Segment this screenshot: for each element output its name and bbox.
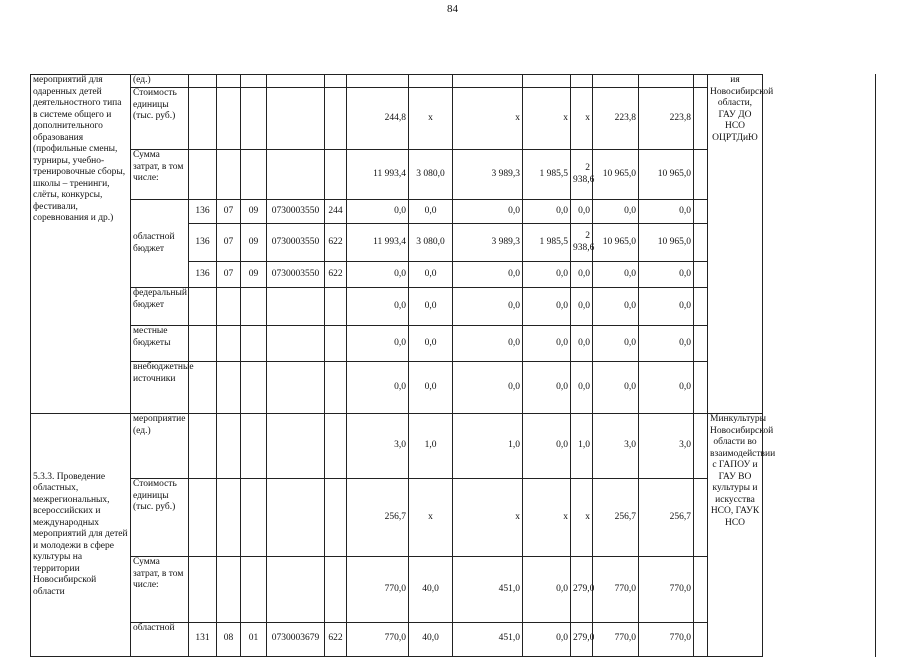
cell-y3: x bbox=[523, 479, 571, 557]
cell-vr bbox=[325, 75, 347, 88]
spacer-cell bbox=[694, 479, 708, 557]
executor: ия Новосибирской области, ГАУ ДО НСО ОЦРТДиЮ bbox=[708, 75, 763, 414]
cell-rz bbox=[217, 479, 241, 557]
cell-rz bbox=[217, 150, 241, 200]
cell-csr bbox=[267, 479, 325, 557]
cell-total: 770,0 bbox=[347, 622, 409, 656]
cell-y2: 0,0 bbox=[453, 326, 523, 362]
cell-y6: 0,0 bbox=[639, 326, 694, 362]
measure-name: мероприятий для одаренных детей деятельностного типа в системе общего и дополнительного образования (профильные смены, турниры, учебно-тренировочные сборы, школы – тренинги, слёты, конкурсы, фестивали, соревнования и др.) bbox=[31, 75, 131, 414]
cell-grbs bbox=[189, 414, 217, 479]
cell-y5: 0,0 bbox=[593, 326, 639, 362]
cell-y6: 770,0 bbox=[639, 622, 694, 656]
cell-y4 bbox=[571, 75, 593, 88]
cell-total: 0,0 bbox=[347, 262, 409, 288]
cell-y5: 10 965,0 bbox=[593, 150, 639, 200]
cell-csr: 0730003550 bbox=[267, 200, 325, 224]
gap-cell bbox=[763, 75, 876, 414]
cell-grbs bbox=[189, 479, 217, 557]
cell-rz: 07 bbox=[217, 224, 241, 262]
cell-total: 0,0 bbox=[347, 200, 409, 224]
cell-grbs bbox=[189, 557, 217, 622]
spacer-cell bbox=[694, 326, 708, 362]
spacer-cell bbox=[694, 200, 708, 224]
spacer-cell bbox=[694, 75, 708, 88]
indicator-label: внебюджетные источники bbox=[131, 362, 189, 414]
cell-y2: 0,0 bbox=[453, 200, 523, 224]
cell-total: 11 993,4 bbox=[347, 224, 409, 262]
cell-vr: 622 bbox=[325, 262, 347, 288]
cell-grbs bbox=[189, 288, 217, 326]
table-row bbox=[31, 75, 876, 88]
indicator-label: мероприятие (ед.) bbox=[131, 414, 189, 479]
cell-rz bbox=[217, 362, 241, 414]
cell-y6: 0,0 bbox=[639, 362, 694, 414]
cell-y4: 2 938,6 bbox=[571, 224, 593, 262]
spacer-cell bbox=[694, 224, 708, 262]
cell-y2: 1,0 bbox=[453, 414, 523, 479]
cell-y6: 256,7 bbox=[639, 479, 694, 557]
cell-y4: 0,0 bbox=[571, 362, 593, 414]
cell-csr: 0730003550 bbox=[267, 262, 325, 288]
cell-rz: 07 bbox=[217, 200, 241, 224]
cell-y1: 3 080,0 bbox=[409, 150, 453, 200]
cell-y1: x bbox=[409, 479, 453, 557]
cell-y2: 0,0 bbox=[453, 288, 523, 326]
cell-y5 bbox=[593, 75, 639, 88]
indicator-label: областной бюджет bbox=[131, 200, 189, 288]
cell-grbs bbox=[189, 150, 217, 200]
cell-y4: 279,0 bbox=[571, 557, 593, 622]
cell-csr bbox=[267, 326, 325, 362]
cell-y6: 10 965,0 bbox=[639, 150, 694, 200]
cell-y3: 0,0 bbox=[523, 200, 571, 224]
cell-y1: 0,0 bbox=[409, 326, 453, 362]
cell-y4: x bbox=[571, 88, 593, 150]
cell-y6 bbox=[639, 75, 694, 88]
cell-csr bbox=[267, 414, 325, 479]
cell-pr bbox=[241, 288, 267, 326]
cell-rz: 07 bbox=[217, 262, 241, 288]
cell-y1: 0,0 bbox=[409, 200, 453, 224]
cell-rz bbox=[217, 75, 241, 88]
cell-vr bbox=[325, 288, 347, 326]
cell-grbs bbox=[189, 75, 217, 88]
measure-name: 5.3.3. Проведение областных, межрегиональных, всероссийских и международных мероприятий для детей и молодежи в сфере культуры на территории Новосибирской области bbox=[31, 414, 131, 657]
cell-csr bbox=[267, 362, 325, 414]
cell-csr bbox=[267, 150, 325, 200]
cell-y4: 1,0 bbox=[571, 414, 593, 479]
cell-rz bbox=[217, 288, 241, 326]
cell-y3: 0,0 bbox=[523, 414, 571, 479]
page-number: 84 bbox=[447, 3, 458, 15]
cell-pr bbox=[241, 326, 267, 362]
cell-y5: 256,7 bbox=[593, 479, 639, 557]
cell-csr bbox=[267, 75, 325, 88]
cell-y2: 0,0 bbox=[453, 362, 523, 414]
indicator-label: Сумма затрат, в том числе: bbox=[131, 150, 189, 200]
spacer-cell bbox=[694, 622, 708, 656]
cell-y3: x bbox=[523, 88, 571, 150]
cell-y3: 1 985,5 bbox=[523, 224, 571, 262]
indicator-label: (ед.) bbox=[131, 75, 189, 88]
executor: Минкультуры Новосибирской области во взаимодействии с ГАПОУ и ГАУ ВО культуры и искусства НСО, ГАУК НСО bbox=[708, 414, 763, 657]
spacer-cell bbox=[694, 150, 708, 200]
spacer-cell bbox=[694, 362, 708, 414]
cell-csr: 0730003550 bbox=[267, 224, 325, 262]
cell-pr bbox=[241, 362, 267, 414]
cell-y1: 0,0 bbox=[409, 262, 453, 288]
cell-csr: 0730003679 bbox=[267, 622, 325, 656]
cell-y5: 3,0 bbox=[593, 414, 639, 479]
cell-total: 770,0 bbox=[347, 557, 409, 622]
cell-pr: 09 bbox=[241, 262, 267, 288]
cell-pr: 09 bbox=[241, 224, 267, 262]
cell-y2: 451,0 bbox=[453, 557, 523, 622]
cell-y3: 0,0 bbox=[523, 622, 571, 656]
cell-y3: 0,0 bbox=[523, 262, 571, 288]
cell-vr bbox=[325, 326, 347, 362]
cell-total: 0,0 bbox=[347, 288, 409, 326]
cell-total: 11 993,4 bbox=[347, 150, 409, 200]
cell-pr bbox=[241, 75, 267, 88]
cell-y2: x bbox=[453, 88, 523, 150]
cell-y4: 2 938,6 bbox=[571, 150, 593, 200]
cell-y1: 1,0 bbox=[409, 414, 453, 479]
indicator-label: Стоимость единицы (тыс. руб.) bbox=[131, 479, 189, 557]
indicator-label: областной bbox=[131, 622, 189, 656]
cell-y1: 3 080,0 bbox=[409, 224, 453, 262]
cell-y1: 40,0 bbox=[409, 557, 453, 622]
cell-vr bbox=[325, 150, 347, 200]
cell-rz bbox=[217, 414, 241, 479]
cell-y4: 0,0 bbox=[571, 262, 593, 288]
cell-pr: 09 bbox=[241, 200, 267, 224]
cell-y2: 0,0 bbox=[453, 262, 523, 288]
cell-y5: 10 965,0 bbox=[593, 224, 639, 262]
cell-y1: 40,0 bbox=[409, 622, 453, 656]
cell-y2: 451,0 bbox=[453, 622, 523, 656]
cell-total bbox=[347, 75, 409, 88]
cell-y5: 770,0 bbox=[593, 622, 639, 656]
cell-grbs: 136 bbox=[189, 224, 217, 262]
cell-total: 244,8 bbox=[347, 88, 409, 150]
cell-y6: 770,0 bbox=[639, 557, 694, 622]
cell-y3 bbox=[523, 75, 571, 88]
cell-grbs: 136 bbox=[189, 200, 217, 224]
spacer-cell bbox=[694, 262, 708, 288]
cell-rz: 08 bbox=[217, 622, 241, 656]
cell-y1 bbox=[409, 75, 453, 88]
cell-y3: 1 985,5 bbox=[523, 150, 571, 200]
cell-csr bbox=[267, 288, 325, 326]
spacer-cell bbox=[694, 288, 708, 326]
cell-rz bbox=[217, 88, 241, 150]
cell-y3: 0,0 bbox=[523, 288, 571, 326]
cell-vr bbox=[325, 414, 347, 479]
cell-vr bbox=[325, 362, 347, 414]
cell-grbs: 131 bbox=[189, 622, 217, 656]
spacer-cell bbox=[694, 88, 708, 150]
cell-total: 256,7 bbox=[347, 479, 409, 557]
cell-pr bbox=[241, 414, 267, 479]
cell-y5: 770,0 bbox=[593, 557, 639, 622]
cell-y5: 0,0 bbox=[593, 262, 639, 288]
cell-grbs bbox=[189, 88, 217, 150]
cell-y6: 0,0 bbox=[639, 262, 694, 288]
cell-y5: 0,0 bbox=[593, 200, 639, 224]
spacer-cell bbox=[694, 414, 708, 479]
cell-y3: 0,0 bbox=[523, 362, 571, 414]
cell-y2: 3 989,3 bbox=[453, 150, 523, 200]
cell-pr bbox=[241, 88, 267, 150]
cell-y6: 0,0 bbox=[639, 288, 694, 326]
cell-y4: 279,0 bbox=[571, 622, 593, 656]
indicator-label: Сумма затрат, в том числе: bbox=[131, 557, 189, 622]
cell-y4: 0,0 bbox=[571, 326, 593, 362]
cell-y6: 3,0 bbox=[639, 414, 694, 479]
spacer-cell bbox=[694, 557, 708, 622]
cell-y6: 0,0 bbox=[639, 200, 694, 224]
cell-vr: 622 bbox=[325, 622, 347, 656]
cell-vr: 244 bbox=[325, 200, 347, 224]
indicator-label: Стоимость единицы (тыс. руб.) bbox=[131, 88, 189, 150]
cell-y4: 0,0 bbox=[571, 200, 593, 224]
cell-y4: x bbox=[571, 479, 593, 557]
cell-y5: 0,0 bbox=[593, 288, 639, 326]
cell-grbs bbox=[189, 326, 217, 362]
budget-table bbox=[30, 74, 876, 657]
cell-y5: 0,0 bbox=[593, 362, 639, 414]
cell-total: 0,0 bbox=[347, 362, 409, 414]
cell-y3: 0,0 bbox=[523, 326, 571, 362]
cell-pr bbox=[241, 557, 267, 622]
cell-vr bbox=[325, 479, 347, 557]
cell-csr bbox=[267, 88, 325, 150]
cell-vr bbox=[325, 88, 347, 150]
table-row bbox=[31, 414, 876, 479]
cell-pr bbox=[241, 479, 267, 557]
cell-y2: 3 989,3 bbox=[453, 224, 523, 262]
cell-csr bbox=[267, 557, 325, 622]
cell-y5: 223,8 bbox=[593, 88, 639, 150]
indicator-label: местные бюджеты bbox=[131, 326, 189, 362]
cell-y6: 10 965,0 bbox=[639, 224, 694, 262]
cell-y3: 0,0 bbox=[523, 557, 571, 622]
cell-pr: 01 bbox=[241, 622, 267, 656]
cell-y6: 223,8 bbox=[639, 88, 694, 150]
cell-y4: 0,0 bbox=[571, 288, 593, 326]
cell-rz bbox=[217, 326, 241, 362]
cell-rz bbox=[217, 557, 241, 622]
cell-total: 3,0 bbox=[347, 414, 409, 479]
cell-y1: 0,0 bbox=[409, 362, 453, 414]
cell-grbs: 136 bbox=[189, 262, 217, 288]
cell-vr: 622 bbox=[325, 224, 347, 262]
cell-y1: 0,0 bbox=[409, 288, 453, 326]
cell-total: 0,0 bbox=[347, 326, 409, 362]
gap-cell bbox=[763, 414, 876, 657]
indicator-label: федеральный бюджет bbox=[131, 288, 189, 326]
cell-vr bbox=[325, 557, 347, 622]
cell-y2: x bbox=[453, 479, 523, 557]
cell-y1: x bbox=[409, 88, 453, 150]
cell-pr bbox=[241, 150, 267, 200]
cell-y2 bbox=[453, 75, 523, 88]
